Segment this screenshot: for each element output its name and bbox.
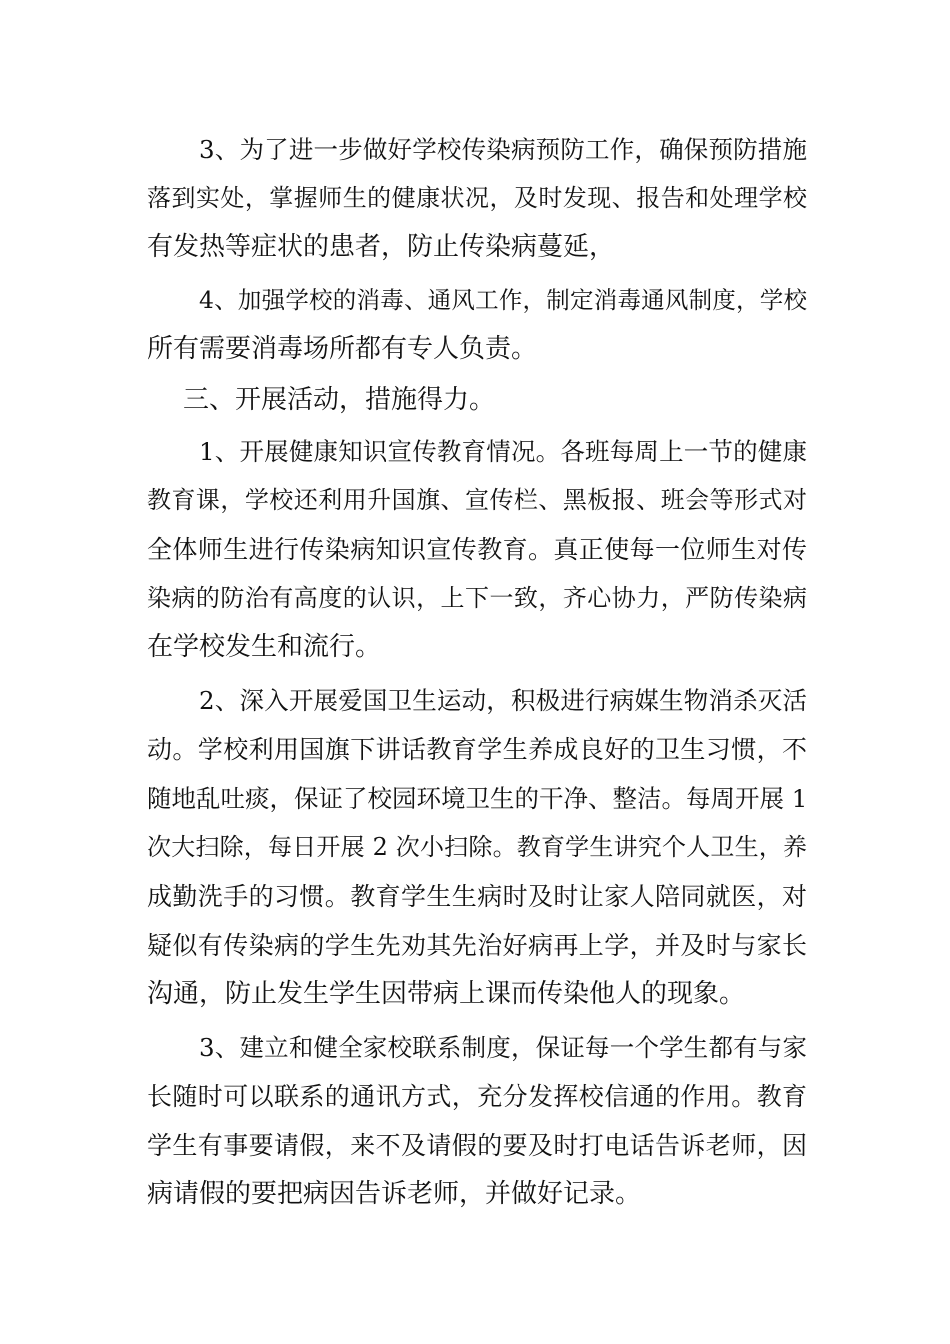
text-line: 3、建立和健全家校联系制度，保证每一个学生都有与家 bbox=[199, 1033, 807, 1062]
text-line: 随地乱吐痰，保证了校园环境卫生的干净、整洁。每周开展 1 bbox=[147, 784, 808, 813]
text-line: 全体师生进行传染病知识宣传教育。真正使每一位师生对传 bbox=[147, 535, 807, 564]
text-line: 教育课，学校还利用升国旗、宣传栏、黑板报、班会等形式对 bbox=[147, 486, 807, 514]
text-line: 2、深入开展爱国卫生运动，积极进行病媒生物消杀灭活 bbox=[199, 686, 807, 715]
text-line: 动。学校利用国旗下讲话教育学生养成良好的卫生习惯，不 bbox=[147, 735, 807, 764]
text-line: 有发热等症状的患者，防止传染病蔓延， bbox=[147, 232, 616, 262]
text-line: 病请假的要把病因告诉老师，并做好记录。 bbox=[147, 1179, 642, 1209]
text-line: 染病的防治有高度的认识，上下一致，齐心协力，严防传染病 bbox=[147, 584, 807, 612]
document-body bbox=[147, 125, 807, 1219]
text-line: 成勤洗手的习惯。教育学生生病时及时让家人陪同就医，对 bbox=[147, 882, 807, 911]
text-line: 1、开展健康知识宣传教育情况。各班每周上一节的健康 bbox=[199, 437, 807, 466]
text-line: 疑似有传染病的学生先劝其先治好病再上学，并及时与家长 bbox=[147, 931, 807, 960]
section-heading: 三、开展活动，措施得力。 bbox=[183, 385, 496, 415]
text-line: 沟通，防止发生学生因带病上课而传染他人的现象。 bbox=[147, 979, 746, 1009]
text-line: 所有需要消毒场所都有专人负责。 bbox=[147, 334, 538, 364]
text-line: 学生有事要请假，来不及请假的要及时打电话告诉老师，因 bbox=[147, 1131, 807, 1160]
text-line: 次大扫除，每日开展 2 次小扫除。教育学生讲究个人卫生，养 bbox=[147, 833, 807, 861]
text-line: 落到实处，掌握师生的健康状况，及时发现、报告和处理学校 bbox=[147, 184, 807, 212]
text-line: 4、加强学校的消毒、通风工作，制定消毒通风制度，学校 bbox=[199, 286, 807, 314]
text-line: 长随时可以联系的通讯方式，充分发挥校信通的作用。教育 bbox=[147, 1082, 807, 1111]
text-line: 在学校发生和流行。 bbox=[147, 632, 382, 662]
text-line: 3、为了进一步做好学校传染病预防工作，确保预防措施 bbox=[199, 135, 807, 164]
